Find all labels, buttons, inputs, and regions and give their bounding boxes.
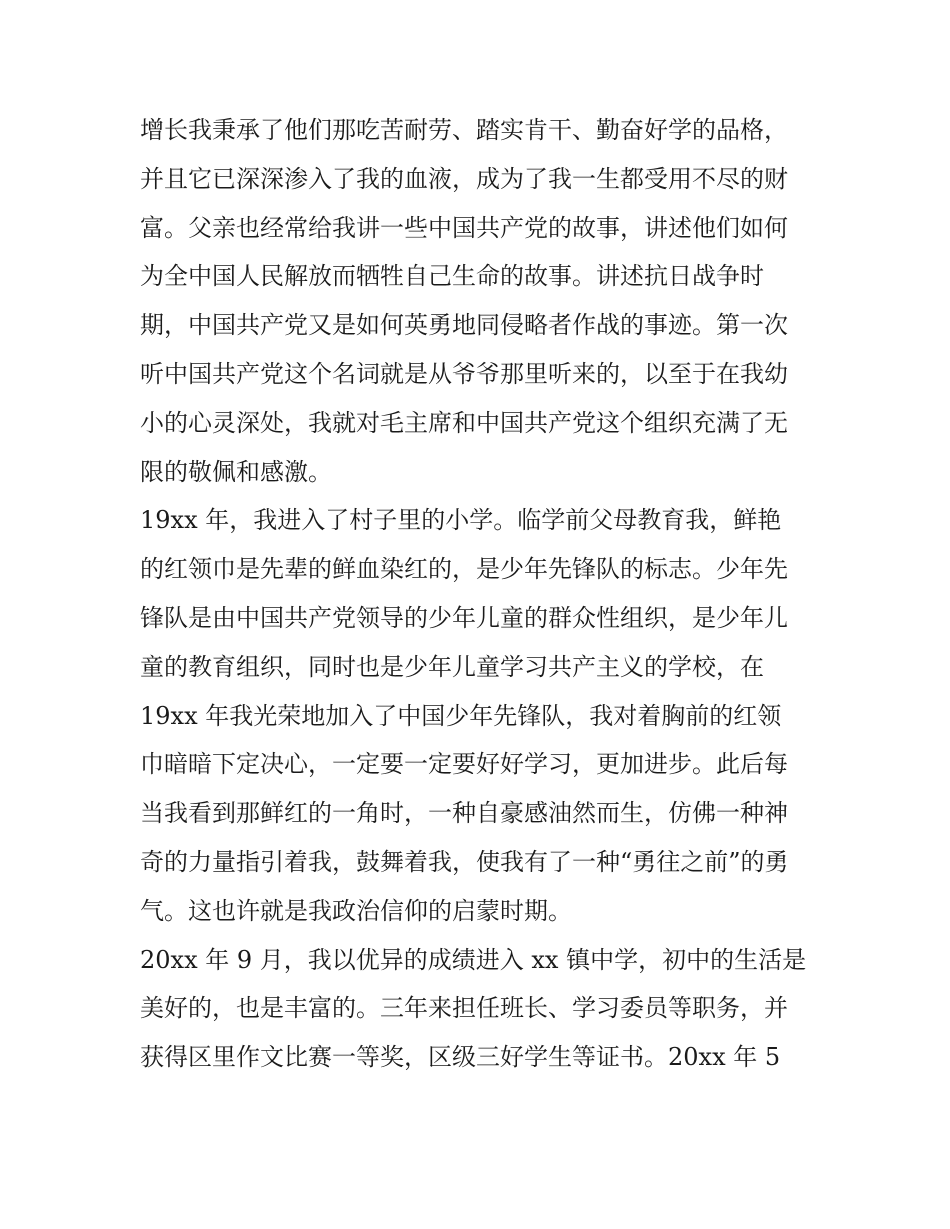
text-line: 19xx 年，我进入了村子里的小学。临学前父母教育我，鲜艳: [140, 506, 782, 535]
text-line: 的红领巾是先辈的鲜血染红的，是少年先锋队的标志。少年先: [140, 555, 788, 584]
text-line: 19xx 年我光荣地加入了中国少年先锋队，我对着胸前的红领: [140, 701, 782, 730]
text-line: 富。父亲也经常给我讲一些中国共产党的故事，讲述他们如何: [140, 213, 788, 242]
text-line: 期，中国共产党又是如何英勇地同侵略者作战的事迹。第一次: [140, 311, 788, 340]
text-line: 获得区里作文比赛一等奖，区级三好学生等证书。20xx 年 5: [140, 1043, 781, 1072]
text-line: 巾暗暗下定决心，一定要一定要好好学习，更加进步。此后每: [140, 750, 788, 779]
text-line: 限的敬佩和感激。: [140, 457, 332, 486]
text-line: 气。这也许就是我政治信仰的启蒙时期。: [140, 896, 572, 925]
text-line: 听中国共产党这个名词就是从爷爷那里听来的，以至于在我幼: [140, 359, 788, 388]
text-line: 20xx 年 9 月，我以优异的成绩进入 xx 镇中学，初中的生活是: [140, 945, 807, 974]
document-body: [140, 106, 830, 1082]
text-line: 增长我秉承了他们那吃苦耐劳、踏实肯干、勤奋好学的品格，: [140, 116, 788, 144]
text-line: 小的心灵深处，我就对毛主席和中国共产党这个组织充满了无: [140, 408, 788, 437]
text-line: 美好的，也是丰富的。三年来担任班长、学习委员等职务，并: [140, 994, 788, 1023]
text-line: 奇的力量指引着我，鼓舞着我，使我有了一种“勇往之前”的勇: [140, 847, 789, 876]
text-line: 当我看到那鲜红的一角时，一种自豪感油然而生，仿佛一种神: [140, 799, 788, 828]
text-line: 锋队是由中国共产党领导的少年儿童的群众性组织，是少年儿: [140, 603, 788, 632]
text-line: 童的教育组织，同时也是少年儿童学习共产主义的学校，在: [140, 652, 764, 681]
text-line: 并且它已深深渗入了我的血液，成为了我一生都受用不尽的财: [140, 164, 788, 193]
text-line: 为全中国人民解放而牺牲自己生命的故事。讲述抗日战争时: [140, 262, 764, 291]
